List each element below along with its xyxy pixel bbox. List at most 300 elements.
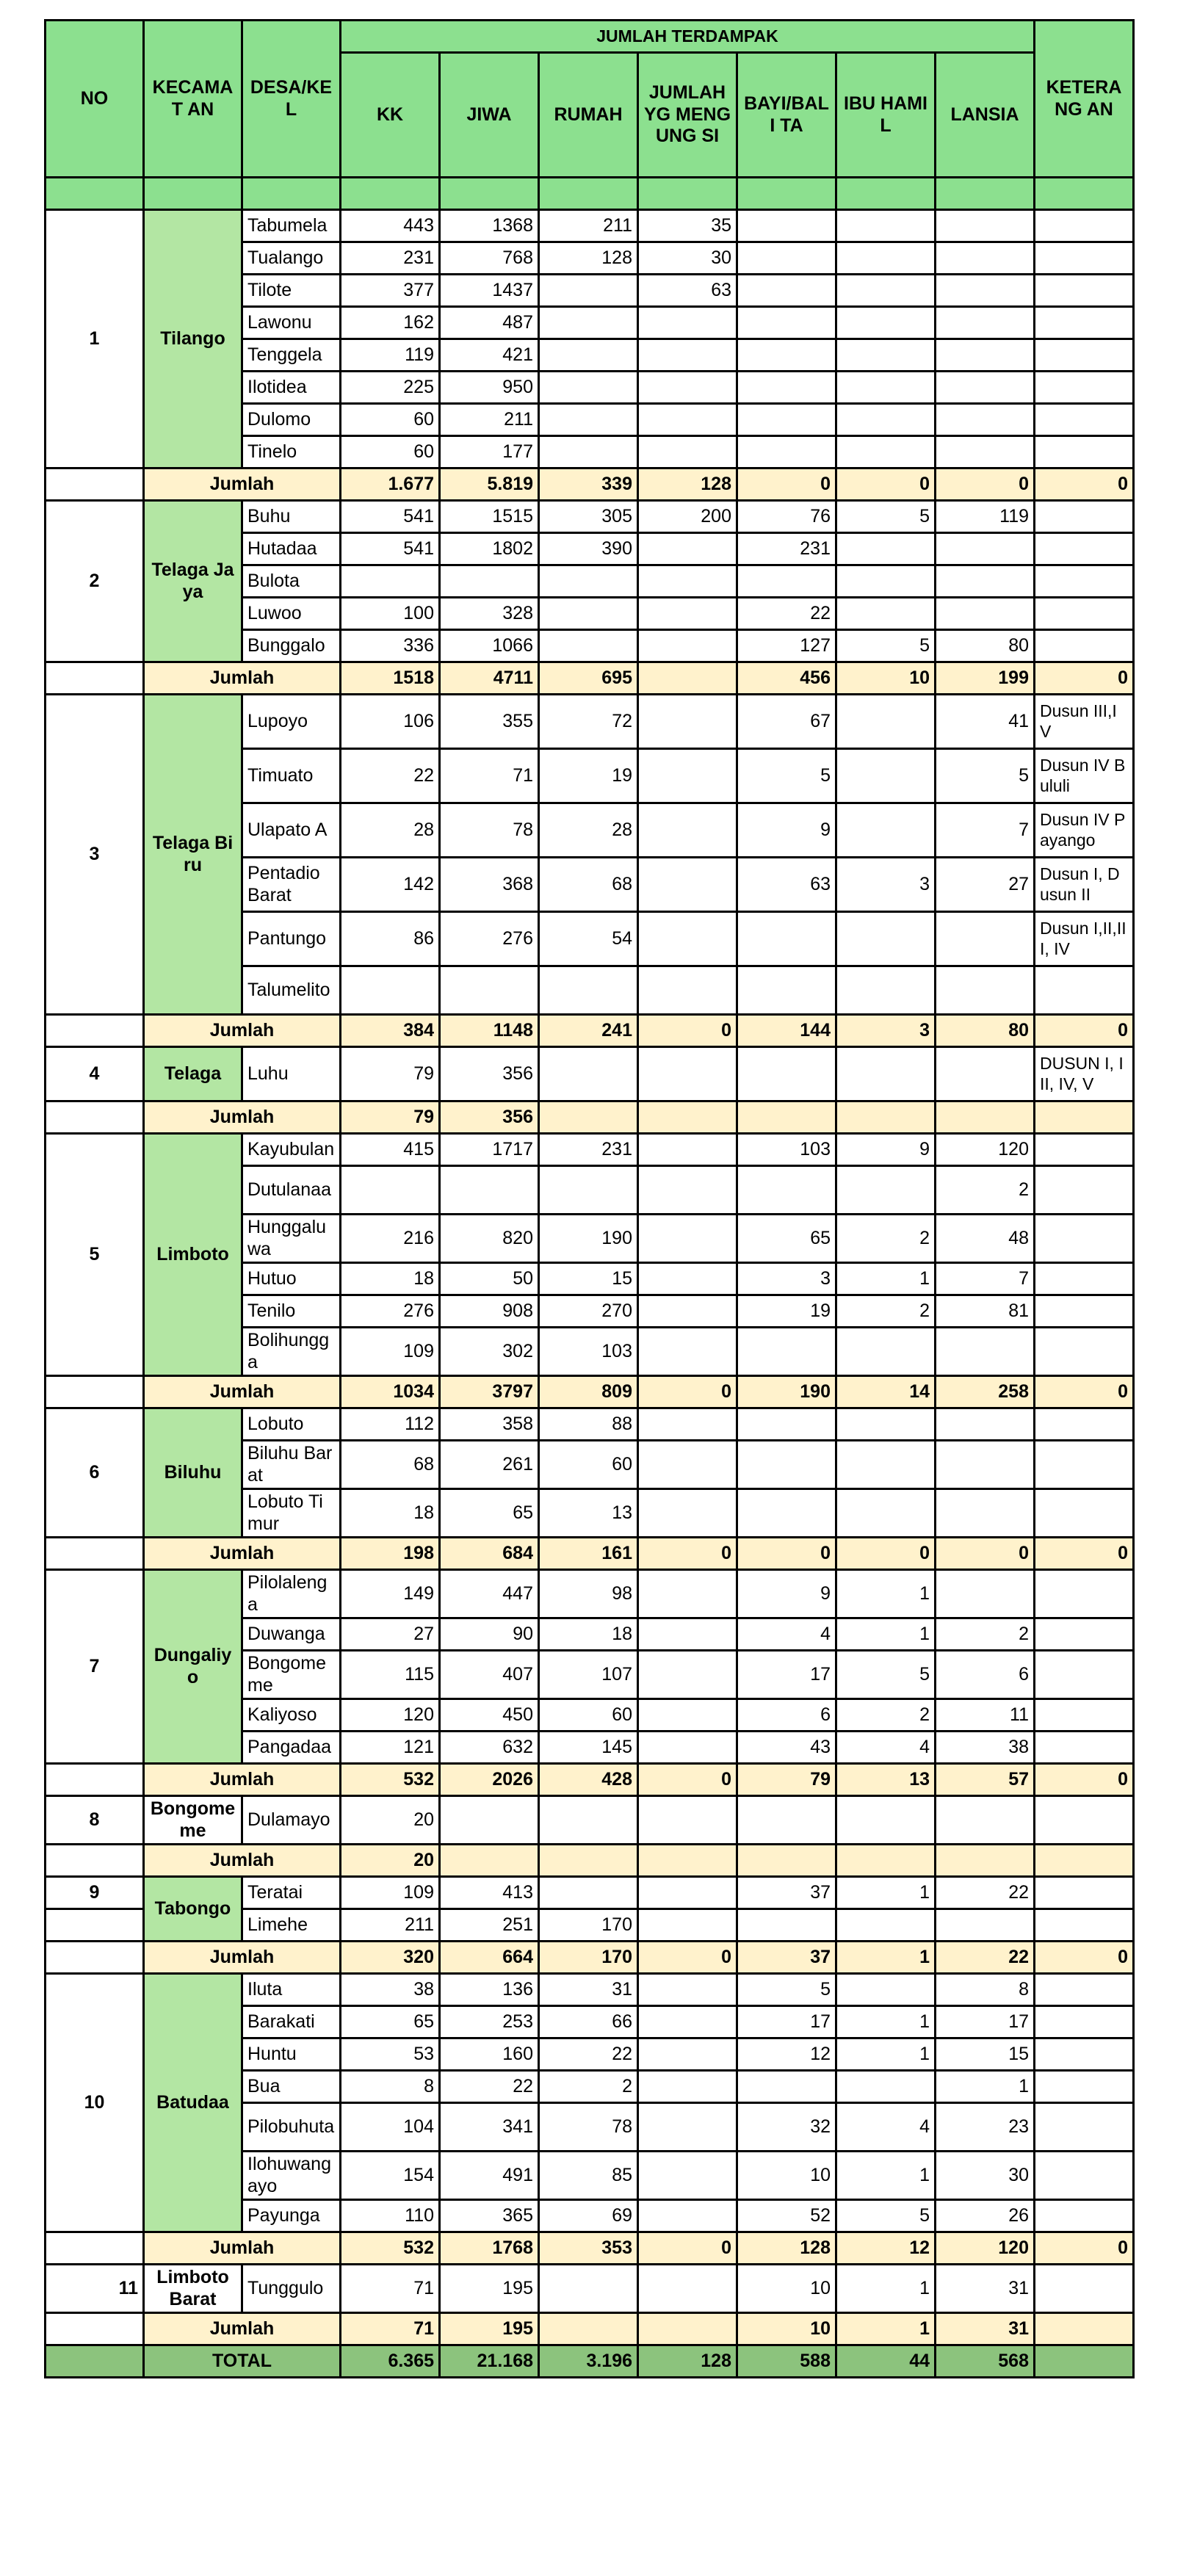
subtotal-row <box>46 1376 1134 1408</box>
cell-kk: 336 <box>341 630 440 662</box>
subtotal-kk: 20 <box>341 1845 440 1877</box>
subtotal-mengungsi <box>638 662 737 695</box>
cell-bayi: 4 <box>737 1618 836 1651</box>
disaster-impact-table <box>44 19 1135 2378</box>
row-number: 4 <box>46 1047 144 1101</box>
cell-lansia <box>936 210 1035 242</box>
cell-rumah <box>539 2265 638 2313</box>
cell-jiwa: 211 <box>440 404 539 436</box>
subtotal-ibu: 3 <box>836 1015 936 1047</box>
cell-kk: 100 <box>341 598 440 630</box>
cell-lansia: 7 <box>936 803 1035 858</box>
cell-keterangan <box>1035 210 1134 242</box>
cell-lansia: 1 <box>936 2071 1035 2103</box>
subtotal-spacer <box>46 468 144 501</box>
cell-kk: 541 <box>341 501 440 533</box>
cell-ibu: 1 <box>836 1570 936 1618</box>
cell-mengungsi <box>638 2103 737 2152</box>
cell-mengungsi <box>638 1215 737 1263</box>
cell-lansia <box>936 966 1035 1015</box>
cell-bayi <box>737 275 836 307</box>
subtotal-kk: 71 <box>341 2313 440 2345</box>
cell-lansia <box>936 339 1035 372</box>
cell-keterangan <box>1035 2071 1134 2103</box>
desa-name: Tunggulo <box>242 2265 341 2313</box>
total-kk: 6.365 <box>341 2345 440 2378</box>
table-row <box>46 695 1134 749</box>
subtotal-label: Jumlah <box>144 1538 341 1570</box>
subtotal-ibu: 1 <box>836 1942 936 1974</box>
subtotal-label: Jumlah <box>144 468 341 501</box>
cell-kk: 276 <box>341 1295 440 1328</box>
cell-kk: 86 <box>341 912 440 966</box>
cell-mengungsi <box>638 2152 737 2200</box>
cell-lansia <box>936 565 1035 598</box>
cell-keterangan <box>1035 565 1134 598</box>
cell-keterangan <box>1035 1732 1134 1764</box>
cell-lansia: 119 <box>936 501 1035 533</box>
cell-rumah: 305 <box>539 501 638 533</box>
cell-mengungsi <box>638 1328 737 1376</box>
cell-kk: 149 <box>341 1570 440 1618</box>
cell-ibu <box>836 1328 936 1376</box>
cell-ibu: 2 <box>836 1215 936 1263</box>
cell-rumah: 2 <box>539 2071 638 2103</box>
cell-ibu <box>836 803 936 858</box>
cell-bayi: 5 <box>737 1974 836 2006</box>
cell-keterangan <box>1035 2265 1134 2313</box>
table-row <box>46 2265 1134 2313</box>
cell-kk: 443 <box>341 210 440 242</box>
subtotal-ibu: 0 <box>836 468 936 501</box>
cell-bayi <box>737 307 836 339</box>
cell-rumah: 98 <box>539 1570 638 1618</box>
kecamatan-name: Batudaa <box>144 1974 242 2232</box>
subtotal-ibu: 12 <box>836 2232 936 2265</box>
subtotal-kk: 198 <box>341 1538 440 1570</box>
cell-keterangan <box>1035 1651 1134 1699</box>
cell-ibu <box>836 307 936 339</box>
subtotal-label: Jumlah <box>144 662 341 695</box>
cell-jiwa: 1515 <box>440 501 539 533</box>
cell-mengungsi <box>638 966 737 1015</box>
subtotal-spacer <box>46 2313 144 2345</box>
cell-mengungsi <box>638 372 737 404</box>
cell-lansia <box>936 1489 1035 1538</box>
cell-rumah <box>539 1877 638 1909</box>
cell-ibu <box>836 695 936 749</box>
header-spacer-row <box>46 178 1134 210</box>
subtotal-spacer <box>46 662 144 695</box>
cell-keterangan <box>1035 1215 1134 1263</box>
cell-mengungsi <box>638 2265 737 2313</box>
cell-kk: 71 <box>341 2265 440 2313</box>
desa-name: Payunga <box>242 2200 341 2232</box>
desa-name: Bolihungga <box>242 1328 341 1376</box>
cell-jiwa: 355 <box>440 695 539 749</box>
cell-kk: 18 <box>341 1263 440 1295</box>
subtotal-lansia: 120 <box>936 2232 1035 2265</box>
cell-kk: 115 <box>341 1651 440 1699</box>
cell-kk <box>341 1166 440 1215</box>
cell-mengungsi <box>638 803 737 858</box>
cell-keterangan <box>1035 1489 1134 1538</box>
desa-name: Barakati <box>242 2006 341 2038</box>
desa-name: Kaliyoso <box>242 1699 341 1732</box>
cell-lansia: 7 <box>936 1263 1035 1295</box>
row-number: 3 <box>46 695 144 1015</box>
cell-lansia <box>936 1441 1035 1489</box>
desa-name: Biluhu Barat <box>242 1441 341 1489</box>
cell-jiwa: 421 <box>440 339 539 372</box>
cell-lansia <box>936 912 1035 966</box>
subtotal-rumah: 695 <box>539 662 638 695</box>
cell-kk: 162 <box>341 307 440 339</box>
table-row <box>46 1047 1134 1101</box>
subtotal-label: Jumlah <box>144 1101 341 1134</box>
cell-keterangan <box>1035 1974 1134 2006</box>
cell-lansia <box>936 307 1035 339</box>
cell-keterangan: Dusun I,II,III, IV <box>1035 912 1134 966</box>
cell-kk: 541 <box>341 533 440 565</box>
header-jiwa: JIWA <box>440 53 539 178</box>
cell-ibu: 1 <box>836 1618 936 1651</box>
cell-bayi <box>737 242 836 275</box>
cell-jiwa: 136 <box>440 1974 539 2006</box>
cell-keterangan <box>1035 1263 1134 1295</box>
cell-mengungsi <box>638 912 737 966</box>
subtotal-spacer <box>46 1764 144 1796</box>
cell-keterangan: Dusun I, Dusun II <box>1035 858 1134 912</box>
subtotal-spacer <box>46 1376 144 1408</box>
subtotal-bayi: 79 <box>737 1764 836 1796</box>
cell-mengungsi <box>638 1796 737 1845</box>
cell-kk: 27 <box>341 1618 440 1651</box>
desa-name: Pantungo <box>242 912 341 966</box>
subtotal-lansia: 31 <box>936 2313 1035 2345</box>
cell-bayi <box>737 1166 836 1215</box>
desa-name: Tabumela <box>242 210 341 242</box>
total-lansia: 568 <box>936 2345 1035 2378</box>
cell-rumah <box>539 565 638 598</box>
desa-name: Hunggaluwa <box>242 1215 341 1263</box>
subtotal-mengungsi: 0 <box>638 2232 737 2265</box>
cell-ibu <box>836 1166 936 1215</box>
total-label: TOTAL <box>144 2345 341 2378</box>
cell-jiwa: 407 <box>440 1651 539 1699</box>
subtotal-rumah <box>539 1101 638 1134</box>
cell-bayi: 65 <box>737 1215 836 1263</box>
subtotal-spacer <box>46 1101 144 1134</box>
cell-keterangan: Dusun IV Bululi <box>1035 749 1134 803</box>
subtotal-ibu <box>836 1101 936 1134</box>
cell-jiwa: 160 <box>440 2038 539 2071</box>
subtotal-lansia <box>936 1101 1035 1134</box>
cell-keterangan <box>1035 630 1134 662</box>
row-number: 7 <box>46 1570 144 1764</box>
subtotal-jiwa <box>440 1845 539 1877</box>
row-number: 2 <box>46 501 144 662</box>
cell-ibu <box>836 749 936 803</box>
cell-keterangan <box>1035 598 1134 630</box>
cell-lansia: 80 <box>936 630 1035 662</box>
cell-keterangan <box>1035 1441 1134 1489</box>
cell-rumah <box>539 1166 638 1215</box>
cell-jiwa: 251 <box>440 1909 539 1942</box>
desa-name: Pilolalenga <box>242 1570 341 1618</box>
subtotal-lansia: 57 <box>936 1764 1035 1796</box>
row-number: 11 <box>46 2265 144 2313</box>
cell-ibu <box>836 210 936 242</box>
cell-keterangan <box>1035 1408 1134 1441</box>
desa-name: Limehe <box>242 1909 341 1942</box>
kecamatan-name: Telaga Jaya <box>144 501 242 662</box>
subtotal-label: Jumlah <box>144 2313 341 2345</box>
cell-lansia <box>936 1408 1035 1441</box>
desa-name: Dulamayo <box>242 1796 341 1845</box>
header-ibu-hamil: IBU HAMIL <box>836 53 936 178</box>
subtotal-bayi: 0 <box>737 468 836 501</box>
cell-mengungsi <box>638 1618 737 1651</box>
cell-rumah: 60 <box>539 1699 638 1732</box>
cell-kk: 120 <box>341 1699 440 1732</box>
cell-ibu <box>836 1909 936 1942</box>
subtotal-keterangan: 0 <box>1035 2232 1134 2265</box>
cell-rumah <box>539 1047 638 1101</box>
subtotal-ibu: 1 <box>836 2313 936 2345</box>
cell-ibu <box>836 1408 936 1441</box>
subtotal-rumah: 241 <box>539 1015 638 1047</box>
cell-mengungsi: 30 <box>638 242 737 275</box>
cell-rumah <box>539 275 638 307</box>
cell-mengungsi <box>638 1441 737 1489</box>
subtotal-spacer <box>46 1538 144 1570</box>
subtotal-kk: 320 <box>341 1942 440 1974</box>
cell-bayi: 32 <box>737 2103 836 2152</box>
cell-lansia: 6 <box>936 1651 1035 1699</box>
cell-keterangan <box>1035 966 1134 1015</box>
cell-mengungsi <box>638 339 737 372</box>
cell-rumah: 18 <box>539 1618 638 1651</box>
cell-mengungsi <box>638 1489 737 1538</box>
subtotal-row <box>46 1538 1134 1570</box>
cell-mengungsi <box>638 1974 737 2006</box>
kecamatan-name: Telaga <box>144 1047 242 1101</box>
cell-kk: 121 <box>341 1732 440 1764</box>
row-number: 1 <box>46 210 144 468</box>
cell-lansia: 2 <box>936 1618 1035 1651</box>
subtotal-keterangan: 0 <box>1035 662 1134 695</box>
desa-name: Duwanga <box>242 1618 341 1651</box>
row-number: 10 <box>46 1974 144 2232</box>
cell-bayi: 12 <box>737 2038 836 2071</box>
cell-rumah: 211 <box>539 210 638 242</box>
cell-keterangan <box>1035 2103 1134 2152</box>
subtotal-jiwa: 684 <box>440 1538 539 1570</box>
cell-bayi: 63 <box>737 858 836 912</box>
cell-jiwa: 1437 <box>440 275 539 307</box>
desa-name: Tenilo <box>242 1295 341 1328</box>
cell-bayi: 76 <box>737 501 836 533</box>
cell-ibu: 1 <box>836 1263 936 1295</box>
cell-lansia: 15 <box>936 2038 1035 2071</box>
cell-lansia: 22 <box>936 1877 1035 1909</box>
cell-rumah: 13 <box>539 1489 638 1538</box>
cell-jiwa: 78 <box>440 803 539 858</box>
subtotal-mengungsi: 0 <box>638 1942 737 1974</box>
cell-jiwa: 1802 <box>440 533 539 565</box>
cell-jiwa: 50 <box>440 1263 539 1295</box>
subtotal-row <box>46 2232 1134 2265</box>
cell-jiwa: 358 <box>440 1408 539 1441</box>
kecamatan-name: Tilango <box>144 210 242 468</box>
cell-mengungsi <box>638 1909 737 1942</box>
cell-bayi <box>737 436 836 468</box>
desa-name: Iluta <box>242 1974 341 2006</box>
subtotal-bayi <box>737 1845 836 1877</box>
desa-name: Tilote <box>242 275 341 307</box>
subtotal-rumah: 809 <box>539 1376 638 1408</box>
subtotal-label: Jumlah <box>144 1376 341 1408</box>
subtotal-row <box>46 2313 1134 2345</box>
desa-name: Luwoo <box>242 598 341 630</box>
cell-ibu: 1 <box>836 2038 936 2071</box>
cell-rumah: 390 <box>539 533 638 565</box>
cell-mengungsi <box>638 1047 737 1101</box>
cell-mengungsi <box>638 749 737 803</box>
cell-rumah <box>539 339 638 372</box>
header-rumah: RUMAH <box>539 53 638 178</box>
cell-bayi <box>737 912 836 966</box>
cell-ibu <box>836 372 936 404</box>
cell-kk: 18 <box>341 1489 440 1538</box>
cell-mengungsi <box>638 404 737 436</box>
cell-mengungsi <box>638 630 737 662</box>
header-kk: KK <box>341 53 440 178</box>
cell-ibu: 1 <box>836 2006 936 2038</box>
cell-jiwa: 365 <box>440 2200 539 2232</box>
cell-keterangan <box>1035 1134 1134 1166</box>
cell-mengungsi <box>638 2006 737 2038</box>
cell-bayi: 127 <box>737 630 836 662</box>
cell-ibu <box>836 565 936 598</box>
desa-name: Hutuo <box>242 1263 341 1295</box>
subtotal-bayi: 144 <box>737 1015 836 1047</box>
cell-bayi: 9 <box>737 803 836 858</box>
subtotal-kk: 1034 <box>341 1376 440 1408</box>
cell-kk: 79 <box>341 1047 440 1101</box>
cell-ibu <box>836 1441 936 1489</box>
cell-mengungsi <box>638 2071 737 2103</box>
subtotal-mengungsi: 0 <box>638 1764 737 1796</box>
cell-keterangan <box>1035 307 1134 339</box>
cell-jiwa: 368 <box>440 858 539 912</box>
kecamatan-name: Biluhu <box>144 1408 242 1538</box>
cell-mengungsi: 63 <box>638 275 737 307</box>
cell-bayi <box>737 1328 836 1376</box>
desa-name: Tualango <box>242 242 341 275</box>
cell-jiwa <box>440 565 539 598</box>
cell-jiwa: 302 <box>440 1328 539 1376</box>
subtotal-jiwa: 1768 <box>440 2232 539 2265</box>
header-no: NO <box>46 21 144 178</box>
cell-keterangan: Dusun IV Payango <box>1035 803 1134 858</box>
cell-ibu: 1 <box>836 1877 936 1909</box>
desa-name: Lupoyo <box>242 695 341 749</box>
kecamatan-name: Tabongo <box>144 1877 242 1942</box>
kecamatan-name: Bongomeme <box>144 1796 242 1845</box>
subtotal-mengungsi <box>638 1101 737 1134</box>
subtotal-keterangan: 0 <box>1035 1376 1134 1408</box>
subtotal-keterangan: 0 <box>1035 1015 1134 1047</box>
header-jumlah-terdampak: JUMLAH TERDAMPAK <box>341 21 1035 53</box>
cell-ibu <box>836 275 936 307</box>
cell-bayi: 5 <box>737 749 836 803</box>
row-number: 6 <box>46 1408 144 1538</box>
cell-lansia <box>936 1047 1035 1101</box>
table-row <box>46 1134 1134 1166</box>
desa-name: Pilobuhuta <box>242 2103 341 2152</box>
total-ibu: 44 <box>836 2345 936 2378</box>
cell-bayi <box>737 1796 836 1845</box>
total-keterangan <box>1035 2345 1134 2378</box>
cell-lansia <box>936 436 1035 468</box>
cell-lansia <box>936 404 1035 436</box>
cell-keterangan <box>1035 1328 1134 1376</box>
subtotal-bayi: 190 <box>737 1376 836 1408</box>
cell-rumah: 66 <box>539 2006 638 2038</box>
desa-name: Tinelo <box>242 436 341 468</box>
subtotal-spacer <box>46 1015 144 1047</box>
desa-name: Bulota <box>242 565 341 598</box>
cell-mengungsi <box>638 533 737 565</box>
subtotal-jiwa: 195 <box>440 2313 539 2345</box>
subtotal-keterangan: 0 <box>1035 1764 1134 1796</box>
cell-ibu: 4 <box>836 2103 936 2152</box>
cell-kk: 22 <box>341 749 440 803</box>
header-bayi: BAYI/BALI TA <box>737 53 836 178</box>
cell-rumah: 231 <box>539 1134 638 1166</box>
header-kecamatan: KECAMAT AN <box>144 21 242 178</box>
cell-rumah: 190 <box>539 1215 638 1263</box>
subtotal-kk: 384 <box>341 1015 440 1047</box>
cell-kk: 60 <box>341 436 440 468</box>
cell-kk: 377 <box>341 275 440 307</box>
cell-mengungsi <box>638 307 737 339</box>
desa-name: Huntu <box>242 2038 341 2071</box>
subtotal-ibu: 13 <box>836 1764 936 1796</box>
cell-bayi <box>737 966 836 1015</box>
cell-keterangan: Dusun III,IV <box>1035 695 1134 749</box>
row-number: 9 <box>46 1877 144 1909</box>
cell-kk: 142 <box>341 858 440 912</box>
cell-keterangan <box>1035 2152 1134 2200</box>
cell-keterangan <box>1035 1909 1134 1942</box>
cell-lansia: 38 <box>936 1732 1035 1764</box>
cell-kk <box>341 966 440 1015</box>
data-table <box>44 19 1135 2378</box>
cell-lansia: 8 <box>936 1974 1035 2006</box>
cell-mengungsi <box>638 2038 737 2071</box>
cell-bayi: 43 <box>737 1732 836 1764</box>
cell-lansia: 41 <box>936 695 1035 749</box>
desa-name: Ilotidea <box>242 372 341 404</box>
cell-ibu: 4 <box>836 1732 936 1764</box>
cell-mengungsi <box>638 1570 737 1618</box>
cell-keterangan <box>1035 1295 1134 1328</box>
cell-keterangan <box>1035 436 1134 468</box>
cell-ibu <box>836 1047 936 1101</box>
